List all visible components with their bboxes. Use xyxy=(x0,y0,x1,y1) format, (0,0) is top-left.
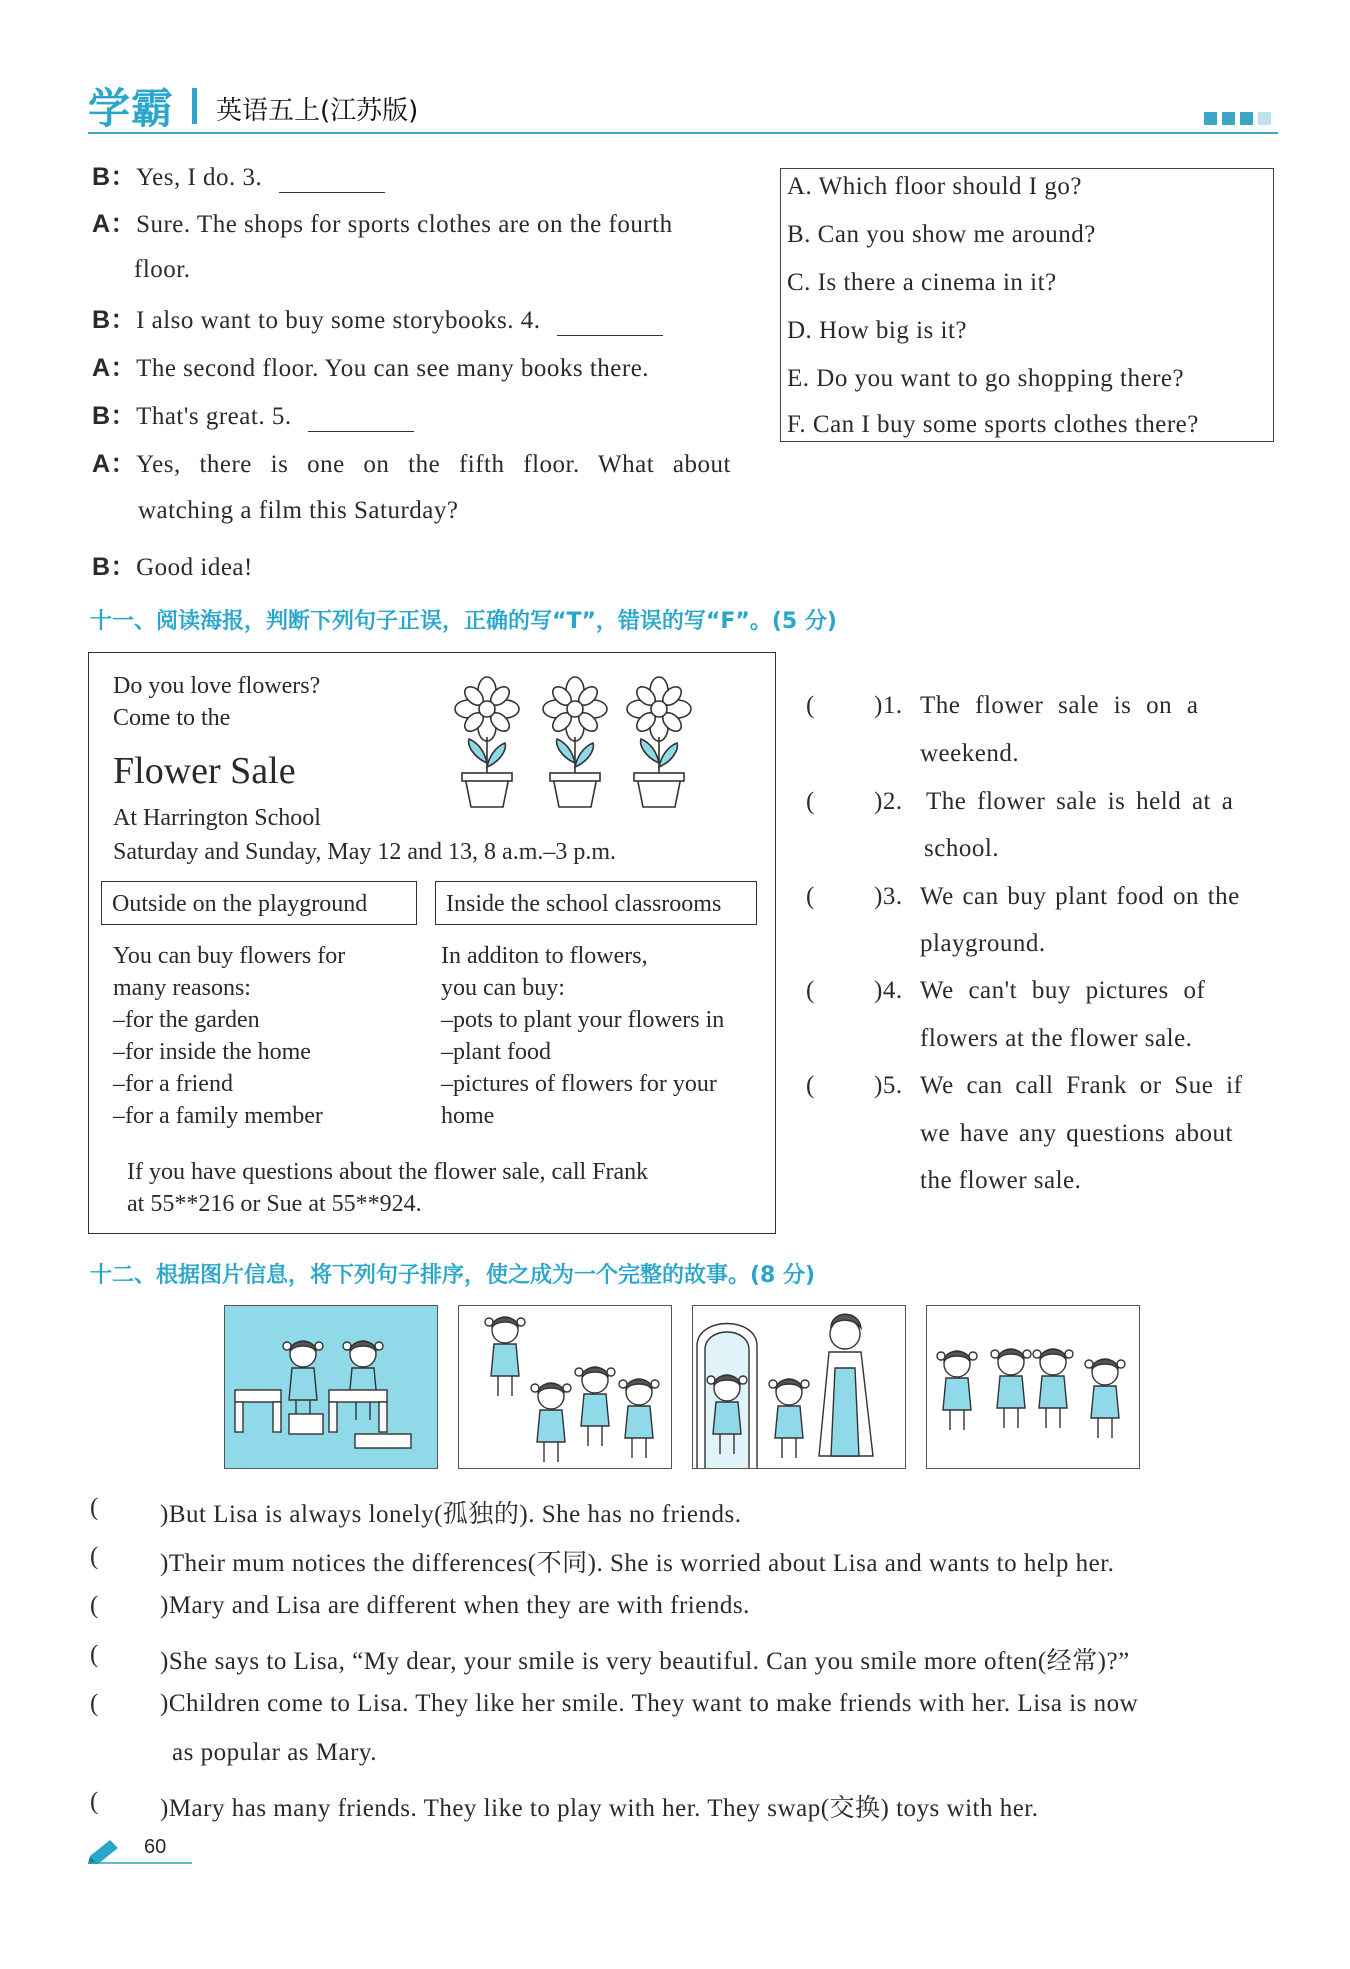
speaker: B： xyxy=(92,553,137,581)
answer-blank[interactable] xyxy=(308,409,414,432)
speaker: B： xyxy=(92,306,137,334)
story-sentence: )Mary and Lisa are different when they are with friends. xyxy=(160,1592,750,1619)
tf-number: )3. xyxy=(874,883,903,910)
poster-intro: Come to the xyxy=(113,705,231,731)
option-item: A. Which floor should I go? xyxy=(787,173,1082,200)
page-number: 60 xyxy=(144,1836,167,1858)
dialogue-text: Sure. The shops for sports clothes are on the fourth xyxy=(136,211,673,238)
option-item: F. Can I buy some sports clothes there? xyxy=(787,411,1199,438)
dialogue-text: The second floor. You can see many books there. xyxy=(136,355,650,382)
story-picture-3 xyxy=(692,1305,906,1469)
option-item: C. Is there a cinema in it? xyxy=(787,269,1057,296)
classrooms-heading: Inside the school classrooms xyxy=(435,881,757,925)
header-square-icon xyxy=(1204,112,1217,125)
poster-footer: If you have questions about the flower sale, call Frank xyxy=(127,1159,649,1185)
dialogue-text: Good idea! xyxy=(136,554,253,581)
section-11-title: 十一、阅读海报，判断下列句子正误，正确的写“T”，错误的写“F”。(5 分) xyxy=(90,609,837,634)
order-paren[interactable]: ( xyxy=(90,1690,99,1717)
order-paren[interactable]: ( xyxy=(90,1788,99,1815)
answer-blank[interactable] xyxy=(279,170,385,193)
poster-left-line: –for a friend xyxy=(113,1071,233,1097)
dialogue-text: That's great. 5. xyxy=(136,403,292,430)
speaker: A： xyxy=(92,450,137,478)
dialogue-text: I also want to buy some storybooks. 4. xyxy=(136,307,541,334)
tf-paren[interactable]: ( xyxy=(806,883,815,910)
story-sentence: )Their mum notices the differences(不同). She is worried about Lisa and wants to help her. xyxy=(160,1550,1115,1577)
tf-text: We can buy plant food on the xyxy=(920,883,1240,910)
page-header xyxy=(88,76,1278,134)
logo: 学霸 xyxy=(88,84,175,133)
dialogue-text: Yes, there is one on the fifth floor. What about xyxy=(136,451,731,478)
dialogue-line xyxy=(92,209,673,240)
order-paren[interactable]: ( xyxy=(90,1641,99,1668)
story-sentence: as popular as Mary. xyxy=(172,1739,378,1766)
poster-intro: Do you love flowers? xyxy=(113,673,321,699)
tf-text: The flower sale is on a xyxy=(920,692,1199,719)
dialogue-line xyxy=(92,449,731,480)
dialogue-text: floor. xyxy=(134,256,191,283)
tf-text: We can call Frank or Sue if xyxy=(920,1072,1243,1099)
story-sentence: )But Lisa is always lonely(孤独的). She has no friends. xyxy=(160,1501,742,1528)
poster-right-line: –pots to plant your flowers in xyxy=(441,1007,725,1033)
story-sentence: )She says to Lisa, “My dear, your smile is very beautiful. Can you smile more often(经常)?” xyxy=(160,1648,1130,1675)
tf-number: )2. xyxy=(874,788,903,815)
tf-number: )4. xyxy=(874,977,903,1004)
speaker: B： xyxy=(92,163,137,191)
dialogue-line xyxy=(92,162,385,193)
order-paren[interactable]: ( xyxy=(90,1543,99,1570)
tf-text: we have any questions about xyxy=(920,1120,1233,1147)
dialogue-line xyxy=(92,401,414,432)
section-12-title: 十二、根据图片信息，将下列句子排序，使之成为一个完整的故事。(8 分) xyxy=(90,1263,816,1288)
tf-paren[interactable]: ( xyxy=(806,1072,815,1099)
dialogue-text: watching a film this Saturday? xyxy=(138,497,459,524)
speaker: A： xyxy=(92,354,137,382)
logo-divider xyxy=(192,88,197,124)
dialogue-line xyxy=(134,255,190,285)
story-picture-4 xyxy=(926,1305,1140,1469)
dialogue-line xyxy=(92,305,663,336)
poster-right-line: –plant food xyxy=(441,1039,551,1065)
playground-heading: Outside on the playground xyxy=(101,881,417,925)
dialogue-line xyxy=(92,353,649,384)
dialogue-line xyxy=(138,496,458,526)
poster-right-line: home xyxy=(441,1103,495,1129)
option-item: E. Do you want to go shopping there? xyxy=(787,365,1185,392)
option-item: D. How big is it? xyxy=(787,317,968,344)
order-paren[interactable]: ( xyxy=(90,1592,99,1619)
tf-text: the flower sale. xyxy=(920,1167,1082,1194)
poster-left-line: You can buy flowers for xyxy=(113,943,346,969)
answer-blank[interactable] xyxy=(557,313,663,336)
flower-pots-icon xyxy=(447,673,707,813)
tf-paren[interactable]: ( xyxy=(806,788,815,815)
tf-text: weekend. xyxy=(920,740,1020,767)
story-picture-1 xyxy=(224,1305,438,1469)
story-sentence: )Mary has many friends. They like to play with her. They swap(交换) toys with her. xyxy=(160,1795,1039,1822)
tf-text: We can't buy pictures of xyxy=(920,977,1206,1004)
tf-number: )1. xyxy=(874,692,903,719)
tf-paren[interactable]: ( xyxy=(806,977,815,1004)
poster-right-line: you can buy: xyxy=(441,975,565,1001)
poster-place: At Harrington School xyxy=(113,805,321,831)
dialogue-line xyxy=(92,552,253,583)
header-square-icon xyxy=(1240,112,1253,125)
book-title: 英语五上(江苏版) xyxy=(216,96,419,126)
tf-text: school. xyxy=(924,835,1000,862)
poster-left-line: –for a family member xyxy=(113,1103,323,1129)
story-picture-2 xyxy=(458,1305,672,1469)
flower-sale-poster xyxy=(88,652,776,1234)
dialogue-text: Yes, I do. 3. xyxy=(136,164,263,191)
speaker: A： xyxy=(92,210,137,238)
poster-time: Saturday and Sunday, May 12 and 13, 8 a.m.–3 p.m. xyxy=(113,839,617,865)
tf-number: )5. xyxy=(874,1072,903,1099)
poster-title: Flower Sale xyxy=(113,750,296,792)
story-sentence: )Children come to Lisa. They like her smile. They want to make friends with her. Lisa is now xyxy=(160,1690,1139,1717)
header-square-icon xyxy=(1258,112,1271,125)
tf-text: flowers at the flower sale. xyxy=(920,1025,1193,1052)
poster-left-line: many reasons: xyxy=(113,975,251,1001)
tf-paren[interactable]: ( xyxy=(806,692,815,719)
tf-text: The flower sale is held at a xyxy=(926,788,1234,815)
header-square-icon xyxy=(1222,112,1235,125)
poster-right-line: –pictures of flowers for your xyxy=(441,1071,717,1097)
order-paren[interactable]: ( xyxy=(90,1494,99,1521)
speaker: B： xyxy=(92,402,137,430)
poster-footer: at 55**216 or Sue at 55**924. xyxy=(127,1191,422,1217)
options-box xyxy=(780,168,1274,442)
poster-left-line: –for inside the home xyxy=(113,1039,311,1065)
option-item: B. Can you show me around? xyxy=(787,221,1096,248)
tf-text: playground. xyxy=(920,930,1046,957)
poster-right-line: In additon to flowers, xyxy=(441,943,648,969)
poster-left-line: –for the garden xyxy=(113,1007,260,1033)
